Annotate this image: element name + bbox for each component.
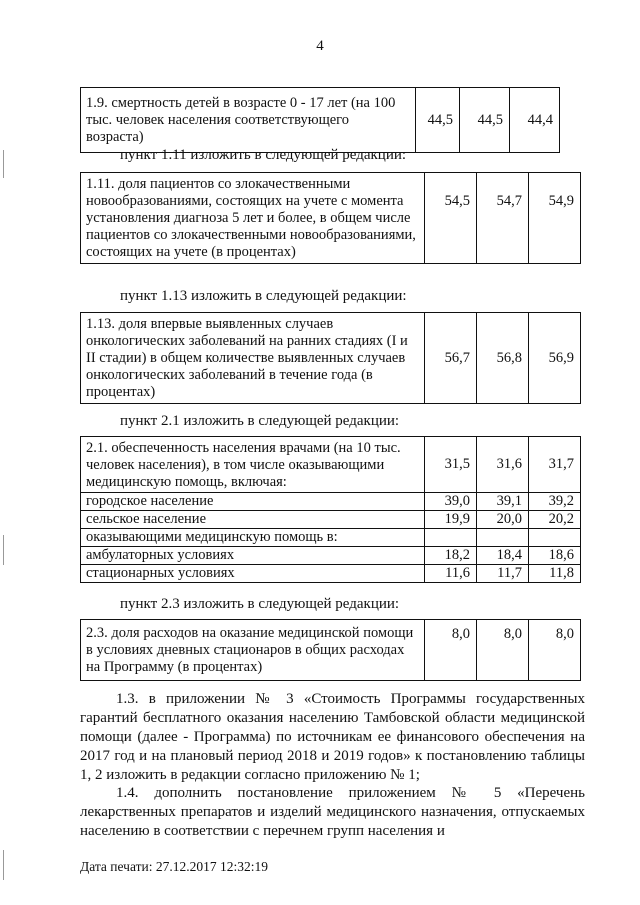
- table-row: [81, 511, 581, 529]
- item-description: 2.1. обеспеченность населения врачами (на 10 тыс. человек населения), в том числе оказывающими медицинскую помощь, включая:: [81, 437, 425, 493]
- page-number: 4: [316, 38, 324, 54]
- value-2017: 8,0: [425, 620, 477, 681]
- value-2017: 31,5: [425, 437, 477, 493]
- value-2018: 56,8: [477, 313, 529, 404]
- value-2019: 39,2: [529, 493, 581, 511]
- table-row: [81, 565, 581, 583]
- value-2018: 18,4: [477, 547, 529, 565]
- scan-edge-mark: [3, 850, 4, 880]
- value-2018: 8,0: [477, 620, 529, 681]
- instruction-1-13: пункт 1.13 изложить в следующей редакции:: [120, 288, 407, 304]
- row-label: сельское население: [81, 511, 425, 529]
- table-item-1-13: [80, 312, 581, 404]
- instruction-2-3: пункт 2.3 изложить в следующей редакции:: [120, 596, 400, 612]
- value-2018: 44,5: [460, 88, 510, 153]
- value-2017: [425, 529, 477, 547]
- value-2019: 8,0: [529, 620, 581, 681]
- value-2017: 19,9: [425, 511, 477, 529]
- value-2018: 39,1: [477, 493, 529, 511]
- table-item-2-3: [80, 619, 581, 681]
- value-2019: [529, 529, 581, 547]
- value-2019: 44,4: [510, 88, 560, 153]
- table-item-1-9: [80, 87, 560, 153]
- row-label: стационарных условиях: [81, 565, 425, 583]
- row-label: городское население: [81, 493, 425, 511]
- value-2017: 56,7: [425, 313, 477, 404]
- value-2017: 54,5: [425, 173, 477, 264]
- table-row: [81, 529, 581, 547]
- instruction-1-11: пункт 1.11 изложить в следующей редакции:: [120, 147, 407, 163]
- table-row: [81, 493, 581, 511]
- value-2017: 11,6: [425, 565, 477, 583]
- value-2019: 11,8: [529, 565, 581, 583]
- paragraph-1-4: [80, 784, 585, 841]
- value-2017: 18,2: [425, 547, 477, 565]
- paragraph-text: 1.3. в приложении № 3 «Стоимость Программы государственных гарантий бесплатного оказания населению Тамбовской области медицинской помощи (далее - Программа) по источникам ее финансового обеспечения на 2017 год и на плановый период 2018 и 2019 годов» к постановлению таблицы 1, 2 изложить в редакции согласно приложению № 1;: [80, 691, 585, 783]
- value-2019: 18,6: [529, 547, 581, 565]
- value-2018: [477, 529, 529, 547]
- value-2019: 56,9: [529, 313, 581, 404]
- table-row: [81, 547, 581, 565]
- item-description: 1.9. смертность детей в возрасте 0 - 17 лет (на 100 тыс. человек населения соответствующего возраста): [81, 88, 416, 153]
- scan-edge-mark: [3, 150, 4, 178]
- table-item-2-1: [80, 436, 581, 583]
- paragraph-text: 1.4. дополнить постановление приложением № 5 «Перечень лекарственных препаратов и изделий медицинского назначения, отпускаемых населению в соответствии с перечнем групп населения и: [80, 785, 585, 839]
- table-row: [81, 437, 581, 493]
- print-date-footer: Дата печати: 27.12.2017 12:32:19: [80, 859, 268, 874]
- paragraph-1-3: [80, 690, 585, 785]
- row-label: амбулаторных условиях: [81, 547, 425, 565]
- item-description: 1.13. доля впервые выявленных случаев онкологических заболеваний на ранних стадиях (I и II стадии) в общем количестве выявленных случаев онкологических заболеваний в течение года (в процентах): [81, 313, 425, 404]
- table-item-1-11: [80, 172, 581, 264]
- item-description: 1.11. доля пациентов со злокачественными новообразованиями, состоящих на учете с момента установления диагноза 5 лет и более, в общем числе пациентов со злокачественными новообразованиями, состоящих на учете (в процентах): [81, 173, 425, 264]
- scan-edge-mark: [3, 535, 4, 565]
- value-2017: 39,0: [425, 493, 477, 511]
- instruction-2-1: пункт 2.1 изложить в следующей редакции:: [120, 413, 400, 429]
- value-2019: 31,7: [529, 437, 581, 493]
- value-2018: 11,7: [477, 565, 529, 583]
- row-label: оказывающими медицинскую помощь в:: [81, 529, 425, 547]
- value-2017: 44,5: [416, 88, 460, 153]
- value-2018: 20,0: [477, 511, 529, 529]
- value-2019: 20,2: [529, 511, 581, 529]
- item-description: 2.3. доля расходов на оказание медицинской помощи в условиях дневных стационаров в общих расходах на Программу (в процентах): [81, 620, 425, 681]
- value-2019: 54,9: [529, 173, 581, 264]
- value-2018: 54,7: [477, 173, 529, 264]
- value-2018: 31,6: [477, 437, 529, 493]
